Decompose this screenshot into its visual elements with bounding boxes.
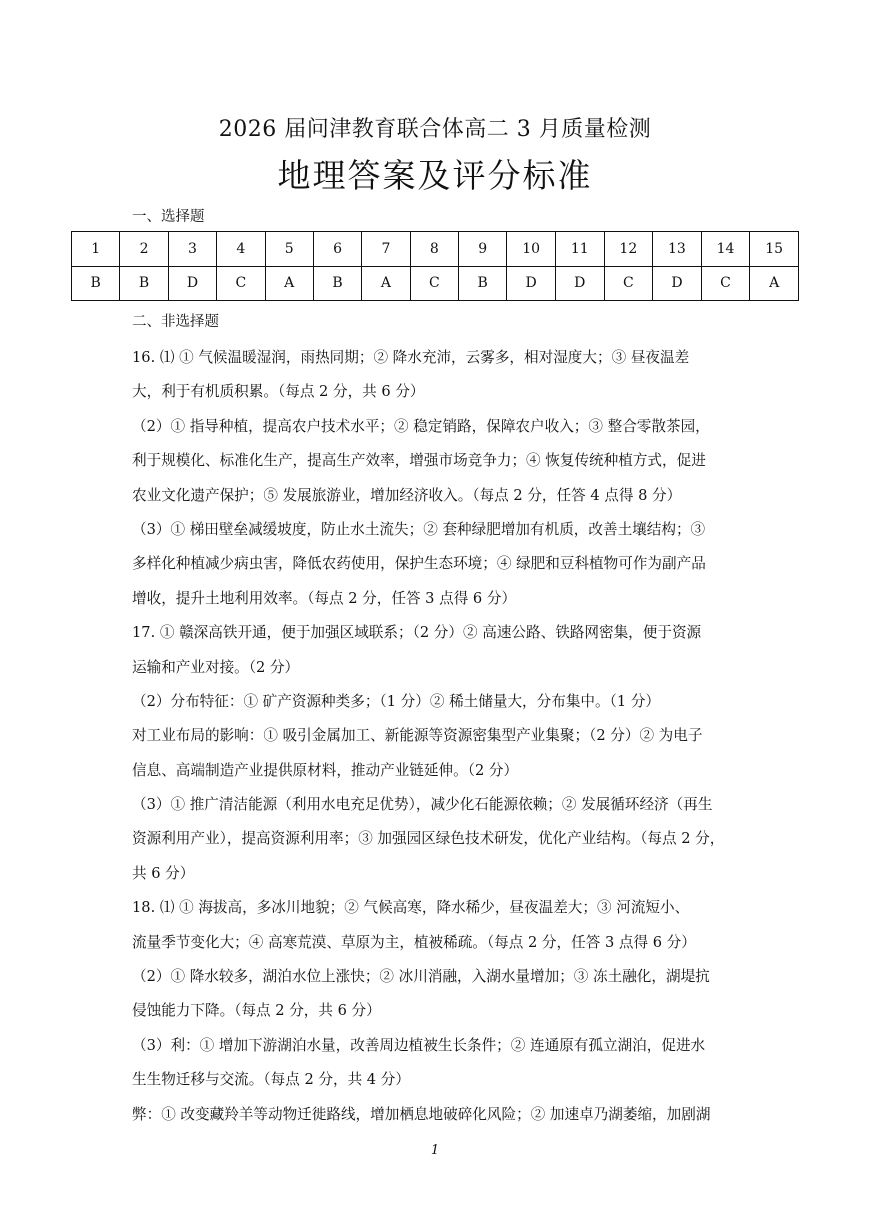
text-line: （2）① 指导种植，提高农户技术水平；② 稳定销路，保障农户收入；③ 整合零散茶园，	[132, 417, 710, 435]
question-number: 1	[72, 232, 120, 267]
answer-letter: C	[410, 266, 458, 301]
text-line: 18. ⑴ ① 海拔高，多冰川地貌；② 气候高寒，降水稀少，昼夜温差大；③ 河流短小、	[132, 899, 690, 917]
question-number: 14	[701, 232, 750, 267]
answer-body	[132, 341, 744, 1132]
text-line: 弊：① 改变藏羚羊等动物迁徙路线，增加栖息地破碎化风险；② 加速卓乃湖萎缩，加剧湖	[132, 1105, 711, 1123]
text-line: 流量季节变化大；④ 高寒荒漠、草原为主，植被稀疏。（每点 2 分，任答 3 点得 6 分）	[132, 933, 696, 951]
text-line: 多样化种植减少病虫害，降低农药使用，保护生态环境；④ 绿肥和豆科植物可作为副产品	[132, 555, 706, 573]
answer-letter: D	[653, 266, 702, 301]
answer-letter: B	[313, 266, 361, 301]
text-line: 17. ① 赣深高铁开通，便于加强区域联系；（2 分）② 高速公路、铁路网密集，便于资源	[132, 624, 702, 642]
text-line: 信息、高端制造产业提供原材料，推动产业链延伸。（2 分）	[132, 761, 519, 779]
answer-letter: B	[120, 266, 168, 301]
question-number: 7	[362, 232, 410, 267]
document-title: 2026 届问津教育联合体高二 3 月质量检测	[218, 117, 652, 142]
answer-letter: D	[507, 266, 556, 301]
text-line: 资源利用产业），提高资源利用率；③ 加强园区绿色技术研发，优化产业结构。（每点 2 分，	[132, 830, 725, 848]
question-number: 11	[555, 232, 604, 267]
text-line: （3）① 推广清洁能源（利用水电充足优势），减少化石能源依赖；② 发展循环经济（再生	[132, 796, 713, 814]
document-subtitle: 地理答案及评分标准	[277, 156, 593, 195]
text-line: （2）① 降水较多，湖泊水位上涨快；② 冰川消融，入湖水量增加；③ 冻土融化，湖堤抗	[132, 968, 710, 986]
question-number: 6	[313, 232, 361, 267]
question-number: 9	[458, 232, 506, 267]
answer-letter: A	[750, 266, 799, 301]
answer-letter: B	[458, 266, 506, 301]
question-number: 15	[750, 232, 799, 267]
text-line: （2）分布特征：① 矿产资源种类多；（1 分）② 稀土储量大，分布集中。（1 分）	[132, 692, 661, 710]
text-line: 增收，提升土地利用效率。（每点 2 分，任答 3 点得 6 分）	[132, 589, 517, 607]
text-line: （3）利：① 增加下游湖泊水量，改善周边植被生长条件；② 连通原有孤立湖泊，促进水	[132, 1036, 706, 1054]
question-number: 10	[507, 232, 556, 267]
section-heading-nonchoice: 二、非选择题	[132, 314, 219, 330]
question-number: 12	[604, 232, 653, 267]
text-line: 利于规模化、标准化生产，提高生产效率，增强市场竞争力；④ 恢复传统种植方式，促进	[132, 452, 706, 470]
question-number: 3	[168, 232, 216, 267]
answer-letter: D	[555, 266, 604, 301]
text-line: 农业文化遗产保护；⑤ 发展旅游业，增加经济收入。（每点 2 分，任答 4 点得 8 分）	[132, 486, 682, 504]
question-number: 13	[653, 232, 702, 267]
answer-letter: A	[265, 266, 313, 301]
text-line: 运输和产业对接。（2 分）	[132, 658, 300, 676]
question-number: 4	[217, 232, 265, 267]
answer-table	[71, 231, 799, 301]
answer-letter: C	[701, 266, 750, 301]
text-line: 大，利于有机质积累。（每点 2 分，共 6 分）	[132, 383, 425, 401]
answer-letter: C	[604, 266, 653, 301]
question-number: 5	[265, 232, 313, 267]
page-number: 1	[430, 1143, 440, 1158]
text-line: 对工业布局的影响：① 吸引金属加工、新能源等资源密集型产业集聚；（2 分）② 为电子	[132, 727, 703, 745]
text-line: 16. ⑴ ① 气候温暖湿润，雨热同期；② 降水充沛，云雾多，相对湿度大；③ 昼夜温差	[132, 349, 690, 366]
answer-table-row-letters	[72, 266, 799, 301]
text-line: （3）① 梯田壁垒减缓坡度，防止水土流失；② 套种绿肥增加有机质，改善土壤结构；③	[132, 520, 706, 538]
text-line: 生生物迁移与交流。（每点 2 分，共 4 分）	[132, 1071, 410, 1089]
answer-letter: A	[362, 266, 410, 301]
question-number: 8	[410, 232, 458, 267]
question-number: 2	[120, 232, 168, 267]
answer-table-row-numbers	[72, 232, 799, 267]
answer-letter: B	[72, 266, 120, 301]
answer-letter: C	[217, 266, 265, 301]
section-heading-choice: 一、选择题	[132, 209, 205, 225]
text-line: 共 6 分）	[132, 864, 195, 882]
answer-letter: D	[168, 266, 216, 301]
text-line: 侵蚀能力下降。（每点 2 分，共 6 分）	[132, 1002, 381, 1020]
